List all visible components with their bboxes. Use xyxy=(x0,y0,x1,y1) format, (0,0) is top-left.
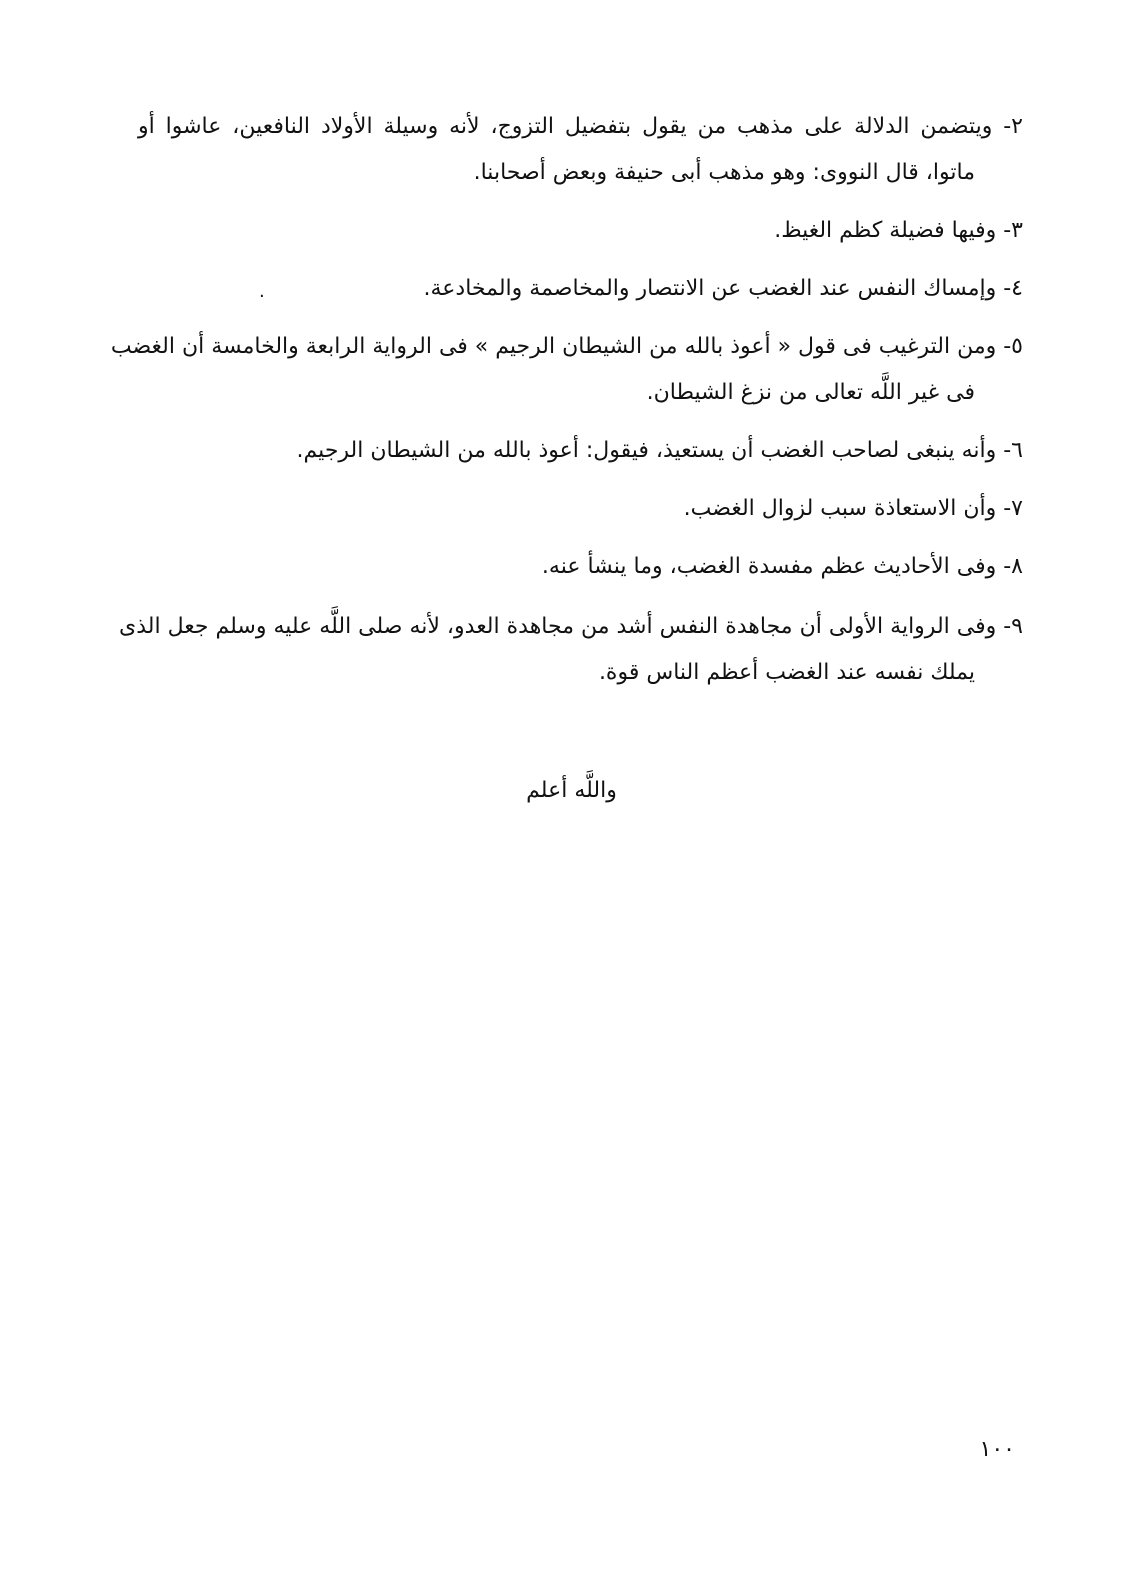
item-3-line-1: ٣- وفيها فضيلة كظم الغيظ. xyxy=(774,218,1023,243)
item-5-line-1: ٥- ومن الترغيب فى قول « أعوذ بالله من الشيطان الرجيم » فى الرواية الرابعة والخامسة أن الغضب xyxy=(110,334,1023,359)
item-4-line-1: ٤- وإمساك النفس عند الغضب عن الانتصار والمخاصمة والمخادعة. xyxy=(423,276,1023,301)
item-9-line-1: ٩- وفى الرواية الأولى أن مجاهدة النفس أشد من مجاهدة العدو، لأنه صلى اللَّه عليه وسلم جعل الذى xyxy=(119,614,1023,639)
item-2-line-2: ماتوا، قال النووى: وهو مذهب أبى حنيفة وبعض أصحابنا. xyxy=(473,160,975,185)
item-7-line-1: ٧- وأن الاستعاذة سبب لزوال الغضب. xyxy=(683,496,1023,521)
page-number: ١٠٠ xyxy=(979,1437,1015,1462)
item-8-line-1: ٨- وفى الأحاديث عظم مفسدة الغضب، وما ينشأ عنه. xyxy=(541,554,1023,579)
item-9-line-2: يملك نفسه عند الغضب أعظم الناس قوة. xyxy=(598,660,975,685)
item-2-line-1: ٢- ويتضمن الدلالة على مذهب من يقول بتفضيل التزوج، لأنه وسيلة الأولاد النافعين، عاشوا أو xyxy=(138,114,1023,139)
stray-mark: . xyxy=(259,281,265,302)
item-5-line-2: فى غير اللَّه تعالى من نزغ الشيطان. xyxy=(646,380,975,405)
closing-phrase: واللَّه أعلم xyxy=(526,778,617,803)
item-6-line-1: ٦- وأنه ينبغى لصاحب الغضب أن يستعيذ، فيقول: أعوذ بالله من الشيطان الرجيم. xyxy=(296,438,1023,463)
